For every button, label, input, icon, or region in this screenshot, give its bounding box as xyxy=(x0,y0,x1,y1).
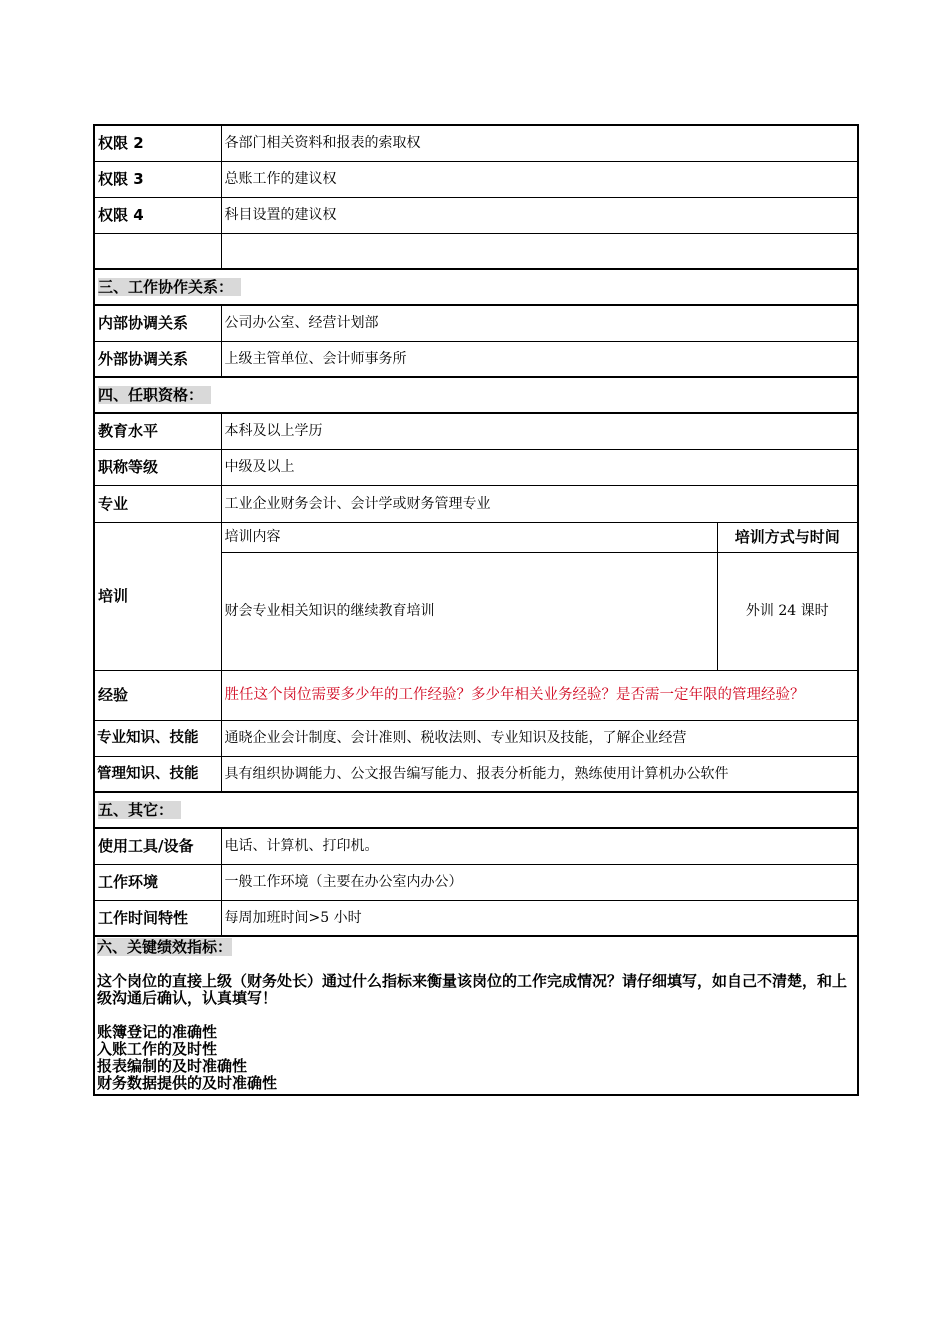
row-label: 专业 xyxy=(94,485,221,522)
row-label: 内部协调关系 xyxy=(94,305,221,341)
job-description-sheet xyxy=(93,124,857,1096)
row-value: 上级主管单位、会计师事务所 xyxy=(221,341,858,377)
education-row xyxy=(94,413,858,449)
authority-row-4 xyxy=(94,197,858,233)
row-label: 职称等级 xyxy=(94,449,221,485)
work-time-row xyxy=(94,900,858,936)
kpi-item: 财务数据提供的及时准确性 xyxy=(97,1074,278,1092)
row-label: 权限 2 xyxy=(94,125,221,161)
section-6 xyxy=(94,936,858,1095)
row-label: 外部协调关系 xyxy=(94,341,221,377)
row-label: 经验 xyxy=(94,670,221,720)
section-title: 六、关键绩效指标： xyxy=(97,938,233,956)
row-value: 总账工作的建议权 xyxy=(221,161,858,197)
row-value: 通晓企业会计制度、会计准则、税收法则、专业知识及技能，了解企业经营 xyxy=(221,720,858,756)
environment-row xyxy=(94,864,858,900)
authority-row-2 xyxy=(94,125,858,161)
section-5-header xyxy=(94,792,858,828)
section-4-header xyxy=(94,377,858,413)
row-value: 中级及以上 xyxy=(221,449,858,485)
pro-skills-row xyxy=(94,720,858,756)
row-label: 专业知识、技能 xyxy=(94,720,221,756)
external-coordination-row xyxy=(94,341,858,377)
section-3-header xyxy=(94,269,858,305)
row-value: 胜任这个岗位需要多少年的工作经验？多少年相关业务经验？是否需一定年限的管理经验？ xyxy=(221,670,858,720)
training-content: 财会专业相关知识的继续教育培训 xyxy=(221,552,717,670)
training-content-header: 培训内容 xyxy=(221,522,717,552)
empty-cell xyxy=(94,233,221,269)
kpi-question: 这个岗位的直接上级（财务处长）通过什么指标来衡量该岗位的工作完成情况？请仔细填写，如自己不清楚，和上级沟通后确认，认真填写！ xyxy=(97,972,848,1007)
row-value: 一般工作环境（主要在办公室内办公） xyxy=(221,864,858,900)
row-value: 每周加班时间>5 小时 xyxy=(221,900,858,936)
kpi-item: 报表编制的及时准确性 xyxy=(97,1057,248,1075)
row-value: 各部门相关资料和报表的索取权 xyxy=(221,125,858,161)
experience-row xyxy=(94,670,858,720)
job-table xyxy=(93,124,859,1096)
training-header-row xyxy=(94,522,858,552)
row-label: 工作时间特性 xyxy=(94,900,221,936)
kpi-item: 入账工作的及时性 xyxy=(97,1040,218,1058)
authority-row-empty xyxy=(94,233,858,269)
title-level-row xyxy=(94,449,858,485)
row-value: 具有组织协调能力、公文报告编写能力、报表分析能力，熟练使用计算机办公软件 xyxy=(221,756,858,792)
internal-coordination-row xyxy=(94,305,858,341)
mgmt-skills-row xyxy=(94,756,858,792)
training-method: 外训 24 课时 xyxy=(717,552,858,670)
section-title: 四、任职资格： xyxy=(98,386,211,404)
row-value: 公司办公室、经营计划部 xyxy=(221,305,858,341)
row-label: 管理知识、技能 xyxy=(94,756,221,792)
row-label: 权限 3 xyxy=(94,161,221,197)
row-label: 使用工具/设备 xyxy=(94,828,221,864)
kpi-item: 账簿登记的准确性 xyxy=(97,1023,218,1041)
major-row xyxy=(94,485,858,522)
row-label: 培训 xyxy=(94,522,221,670)
row-label: 工作环境 xyxy=(94,864,221,900)
section-title: 五、其它： xyxy=(98,801,181,819)
section-title: 三、工作协作关系： xyxy=(98,278,241,296)
row-label: 教育水平 xyxy=(94,413,221,449)
row-value: 电话、计算机、打印机。 xyxy=(221,828,858,864)
row-value: 科目设置的建议权 xyxy=(221,197,858,233)
tools-row xyxy=(94,828,858,864)
row-label: 权限 4 xyxy=(94,197,221,233)
row-value: 工业企业财务会计、会计学或财务管理专业 xyxy=(221,485,858,522)
authority-row-3 xyxy=(94,161,858,197)
empty-cell xyxy=(221,233,858,269)
training-method-header: 培训方式与时间 xyxy=(717,522,858,552)
row-value: 本科及以上学历 xyxy=(221,413,858,449)
